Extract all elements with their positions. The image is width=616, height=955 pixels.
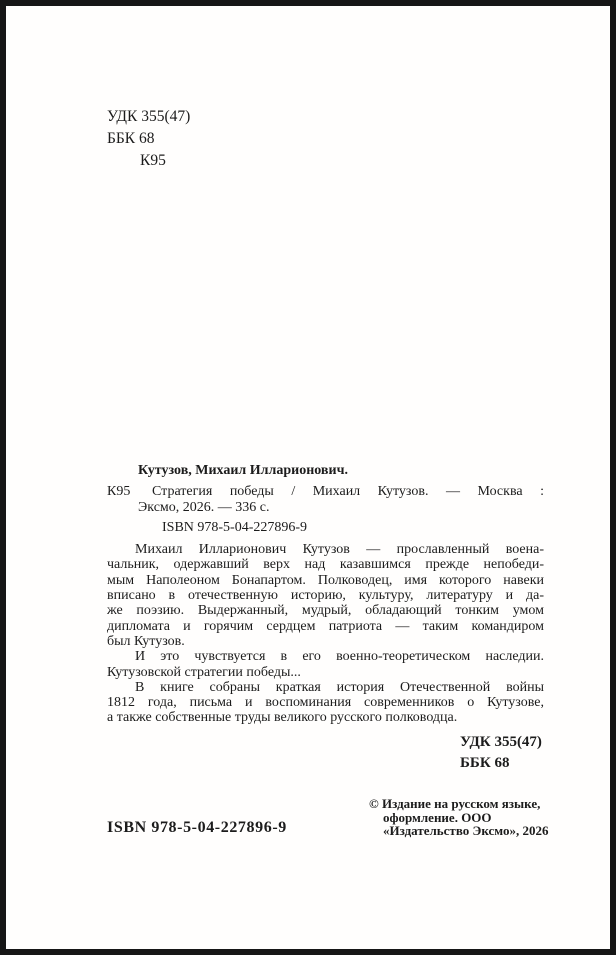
main-column [107,463,544,726]
footer-isbn: ISBN 978-5-04-227896-9 [107,819,287,836]
annotation-line: дипломата и горячим сердцем патриота — таким командиром [107,618,544,634]
annotation-paragraph-2 [107,649,544,680]
annotation-paragraph-3 [107,680,544,726]
udk-code-bottom: УДК 355(47) [460,734,542,750]
copyright-line: «Издательство Эксмо», 2026 [383,823,549,839]
udk-code: УДК 355(47) [107,108,191,125]
annotation-line: а также собственные труды великого русского полководца. [107,710,458,726]
annotation-line: Кутузовской стратегии победы... [107,664,301,680]
bbk-code-bottom: ББК 68 [460,755,510,771]
annotation-line: вписано в отечественную историю, культуру, литературу и да- [107,588,544,604]
annotation-line: И это чувствуется в его военно-теоретическом наследии. [135,649,544,665]
record-line: Эксмо, 2026. — 336 с. [138,499,270,515]
record-author-code: К95 [107,484,131,500]
annotation-line: В книге собраны краткая история Отечественной войны [135,679,544,695]
bottom-catalog-codes [460,732,542,774]
annotation-line: Михаил Илларионович Кутузов — прославленный воена- [135,542,544,558]
author-code: К95 [140,152,166,169]
annotation-line: мым Наполеоном Бонапартом. Полководец, имя которого навеки [107,572,544,588]
annotation-line: же поэзию. Выдержанный, мудрый, обладающий тонким умом [107,603,544,619]
record-line: Стратегия победы / Михаил Кутузов. — Москва : [152,484,544,500]
annotation-line: 1812 года, письма и воспоминания современников о Кутузове, [107,695,544,711]
annotation-paragraph-1 [107,542,544,649]
annotation-line: чальник, одержавший верх над казавшимся прежде непобеди- [107,557,544,573]
bbk-code: ББК 68 [107,130,155,147]
author-heading: Кутузов, Михаил Илларионович. [138,463,348,478]
copyright-line: оформление. ООО [383,809,492,825]
isbn-record-line: ISBN 978-5-04-227896-9 [162,519,308,535]
catalog-record [107,484,544,515]
top-catalog-codes [107,106,190,172]
copyright-line: © Издание на русском языке, [369,796,541,811]
copyright-notice [369,797,559,838]
annotation-line: был Кутузов. [107,633,185,649]
